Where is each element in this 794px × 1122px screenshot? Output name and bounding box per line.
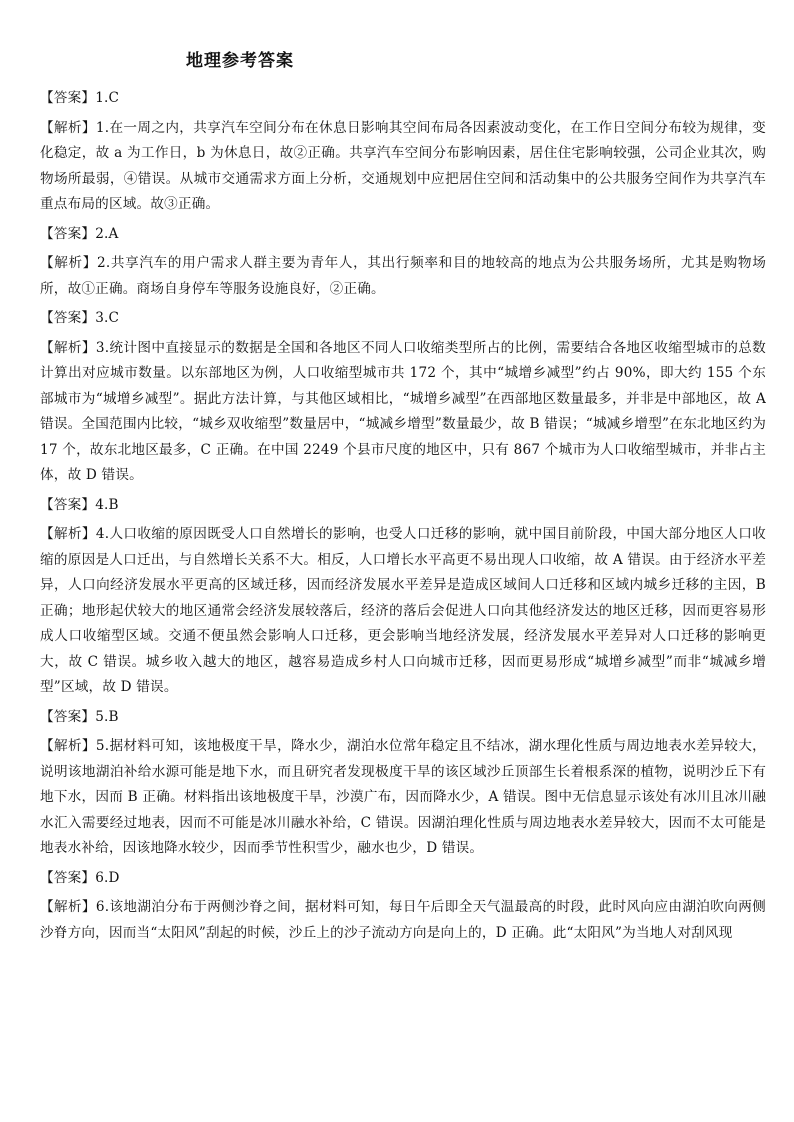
analysis-text: 1.在一周之内，共享汽车空间分布在休息日影响其空间布局各因素波动变化，在工作日空间分布较为规律，变化稳定，故 a 为工作日，b 为休息日，故②正确。共享汽车空间分布影响因素，居住住宅影响较强，公司企业其次，购物场所最弱，④错误。从城市交通需求方面上分析，交通规划中应把居住空间和活动集中的公共服务空间作为共享汽车重点布局的区域。故③正确。 — [40, 119, 766, 212]
answer-line — [40, 86, 766, 112]
analysis-paragraph — [40, 251, 766, 302]
analysis-text: 6.该地湖泊分布于两侧沙脊之间，据材料可知，每日午后即全天气温最高的时段，此时风向应由湖泊吹向两侧沙脊方向，因而当“太阳风”刮起的时候，沙丘上的沙子流动方向是向上的，D 正确。此“太阳风”为当地人对刮风现 — [40, 899, 766, 941]
analysis-text: 5.据材料可知，该地极度干旱，降水少，湖泊水位常年稳定且不结冰，湖水理化性质与周边地表水差异较大，说明该地湖泊补给水源可能是地下水，而且研究者发现极度干旱的该区域沙丘顶部生长着根系深的植物，说明沙丘下有地下水，因而 B 正确。材料指出该地极度干旱，沙漠广布，因而降水少，A 错误。图中无信息显示该处有冰川且冰川融水汇入需要经过地表，因而不可能是冰川融水补给，C 错误。因湖泊理化性质与周边地表水差异较大，因而不太可能是地表水补给，因该地降水较少，因而季节性积雪少，融水也少，D 错误。 — [40, 738, 766, 856]
analysis-tag: 【解析】 — [40, 899, 96, 915]
answer-tag: 【答案】 — [40, 90, 96, 106]
answer-line — [40, 705, 766, 731]
answer-value: 4.B — [95, 496, 119, 513]
answer-line — [40, 306, 766, 332]
analysis-paragraph — [40, 336, 766, 489]
analysis-paragraph — [40, 895, 766, 946]
answer-line — [40, 493, 766, 519]
analysis-paragraph — [40, 116, 766, 218]
answer-value: 6.D — [95, 869, 120, 886]
answer-list — [40, 86, 766, 950]
analysis-tag: 【解析】 — [40, 255, 98, 271]
analysis-tag: 【解析】 — [40, 119, 96, 136]
analysis-paragraph — [40, 522, 766, 701]
answer-tag: 【答案】 — [40, 496, 96, 513]
answer-line — [40, 222, 766, 248]
answer-tag: 【答案】 — [40, 225, 96, 242]
answer-value: 1.C — [95, 90, 120, 106]
analysis-text: 3.统计图中直接显示的数据是全国和各地区不同人口收缩类型所占的比例，需要结合各地区收缩型城市的总数计算出对应城市数量。以东部地区为例，人口收缩型城市共 172 个，其中“城增乡减型”约占 90%，即大约 155 个东部城市为“城增乡减型”。据此方法计算，与其他区域相比，“城增乡减型”在西部地区数量最多，并非是中部地区，故 A 错误。全国范围内比较，“城乡双收缩型”数量居中，“城减乡增型”数量最少，故 B 错误；“城减乡增型”在东北地区约为 17 个，故东北地区最多，C 正确。在中国 2249 个县市尺度的地区中，只有 867 个城市为人口收缩型城市，并非占主体，故 D 错误。 — [40, 339, 766, 483]
answer-value: 2.A — [95, 225, 119, 242]
analysis-tag: 【解析】 — [40, 738, 96, 754]
analysis-tag: 【解析】 — [40, 526, 96, 542]
answer-value: 5.B — [95, 708, 119, 725]
answer-tag: 【答案】 — [40, 869, 96, 886]
analysis-text: 4.人口收缩的原因既受人口自然增长的影响，也受人口迁移的影响，就中国目前阶段，中国大部分地区人口收缩的原因是人口迁出，与自然增长关系不大。相反，人口增长水平高更不易出现人口收缩，故 A 错误。由于经济水平差异，人口向经济发展水平更高的区域迁移，因而经济发展水平差异是造成区域间人口迁移和区域内城乡迁移的主因，B 正确；地形起伏较大的地区通常会经济发展较落后，经济的落后会促进人口向其他经济发达的地区迁移，因而更容易形成人口收缩型区域。交通不便虽然会影响人口迁移，更会影响当地经济发展，经济发展水平差异对人口迁移的影响更大，故 C 错误。城乡收入越大的地区，越容易造成乡村人口向城市迁移，因而更易形成“城增乡减型”而非“城减乡增型”区域，故 D 错误。 — [40, 526, 766, 695]
answer-tag: 【答案】 — [40, 708, 96, 725]
analysis-tag: 【解析】 — [40, 339, 96, 356]
analysis-paragraph — [40, 734, 766, 862]
answer-tag: 【答案】 — [40, 310, 96, 326]
answer-line — [40, 866, 766, 892]
page-title: 地理参考答案 — [186, 51, 294, 71]
analysis-text: 2.共享汽车的用户需求人群主要为青年人，其出行频率和目的地较高的地点为公共服务场所，尤其是购物场所，故①正确。商场自身停车等服务设施良好，②正确。 — [40, 255, 766, 297]
answer-value: 3.C — [95, 310, 120, 326]
